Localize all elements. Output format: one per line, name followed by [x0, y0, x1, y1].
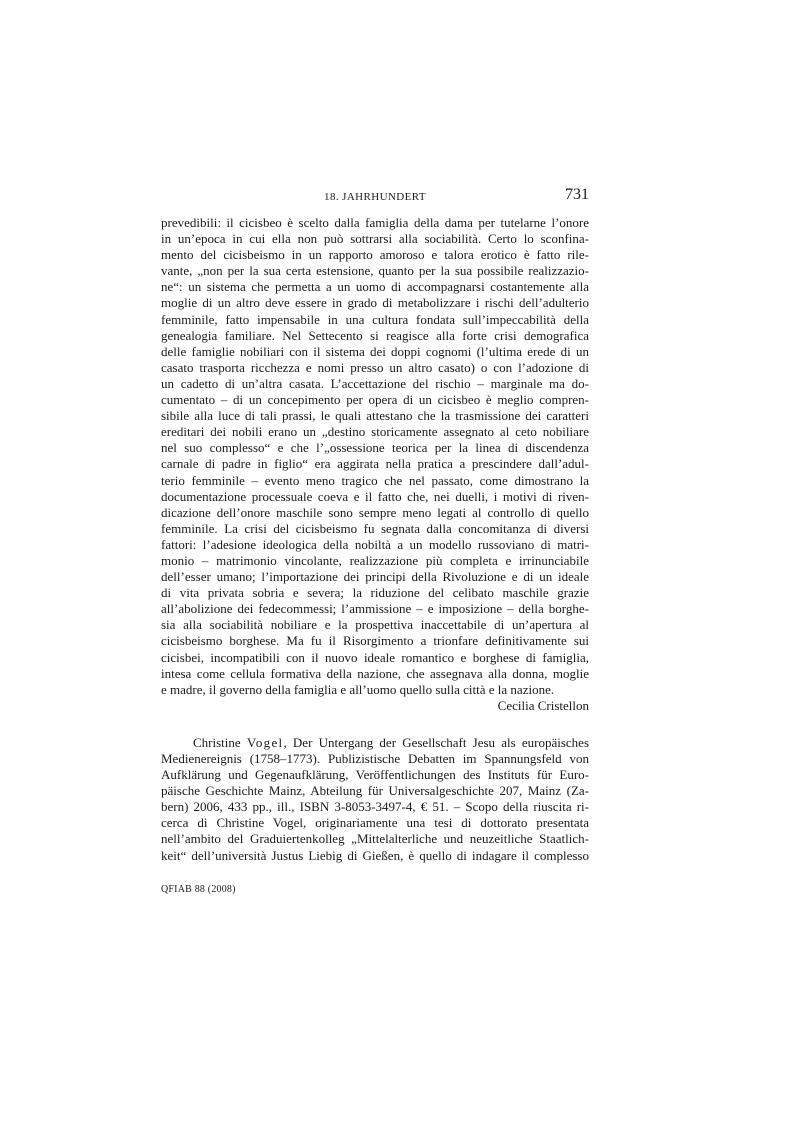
text-line: intesa come cellula formativa della nazione, che assegnava alla donna, moglie	[161, 665, 589, 681]
text-line: mento del cicisbeismo in un rapporto amoroso e talora erotico è fatto rile-	[161, 247, 589, 263]
text-line: Medienereignis (1758–1773). Publizistische Debatten im Spannungsfeld von	[161, 751, 589, 766]
text-line: in un’epoca in cui ella non può sottrarsi alla sociabilità. Certo lo sconfina-	[161, 231, 589, 247]
text-line: casato trasporta ricchezza e nomi presso un altro casato) o con l’adozione di	[161, 359, 589, 375]
text-line: all’abolizione dei fedecommessi; l’ammissione – e imposizione – della borghe-	[161, 601, 589, 617]
text-line: moglie di un altro deve essere in grado di metabolizzare i rischi dell’adulterio	[161, 295, 589, 311]
text-line: monio – matrimonio vincolante, realizzazione più completa e irrinunciabile	[161, 552, 589, 568]
page-footer: QFIAB 88 (2008)	[161, 884, 236, 895]
text-line: sibile alla luce di tali prassi, le quali attestano che la trasmissione dei caratteri	[161, 408, 589, 424]
running-head	[161, 186, 589, 210]
body-text	[161, 215, 589, 864]
text-line: terio femminile – evento meno tragico che nel passato, come dimostrano la	[161, 472, 589, 488]
text-line: delle famiglie nobiliari con il sistema dei doppi cognomi (l’ultima erede di un	[161, 343, 589, 359]
text-line: documentazione processuale coeva e il fatto che, nei duelli, i motivi di riven-	[161, 488, 589, 504]
text-line: bern) 2006, 433 pp., ill., ISBN 3-8053-3497-4, € 51. – Scopo della riuscita ri-	[161, 799, 589, 815]
text-line: nell’ambito del Graduiertenkolleg „Mittelalterliche und neuzeitliche Staatlich-	[161, 831, 589, 847]
review-signature: Cecilia Cristellon	[497, 697, 589, 713]
text-line: päische Geschichte Mainz, Abteilung für Universalgeschichte 207, Mainz (Za-	[161, 783, 589, 799]
review-cristellon	[161, 215, 589, 698]
text-line: femminile. La crisi del cicisbeismo fu segnata dalla concomitanza di diversi	[161, 520, 589, 536]
text-line: cicisbei, incompatibili con il nuovo ideale romantico e borghese di famiglia,	[161, 649, 589, 665]
text-line: ne“: un sistema che permetta a un uomo di accompagnarsi costantemente alla	[161, 279, 589, 295]
text-line: e madre, il governo della famiglia e all’uomo quello sulla città e la nazione.	[161, 681, 555, 697]
text-line: Aufklärung und Gegenaufklärung, Veröffentlichungen des Instituts für Euro-	[161, 767, 589, 783]
text-line: cicisbeismo borghese. Ma fu il Risorgimento a trionfare definitivamente sui	[161, 633, 589, 649]
review-title-start: , Der Untergang der Gesellschaft Jesu als europäisches	[283, 734, 590, 750]
page-number: 731	[565, 186, 589, 203]
review-author-first: Christine	[193, 734, 241, 750]
text-line: fattori: l’adesione ideologica della nobiltà a un modello russoviano di matri-	[161, 536, 589, 552]
text-line: carnale di padre in figlio“ era aggirata nella pratica a prescindere dall’adul-	[161, 456, 589, 472]
text-line: vante, „non per la sua certa estensione, quanto per la sua possibile realizzazio-	[161, 263, 589, 279]
text-line: genealogia familiare. Nel Settecento si reagisce alla forte crisi demografica	[161, 327, 589, 343]
text-line: dicazione dell’onore maschile sono sempre meno legati al controllo di quello	[161, 504, 589, 520]
text-line: keit“ dell’università Justus Liebig di Gießen, è quello di indagare il complesso	[161, 847, 589, 863]
text-line: prevedibili: il cicisbeo è scelto dalla famiglia della dama per tutelarne l’onore	[161, 215, 589, 230]
paragraph-gap	[161, 714, 589, 735]
review-heading-line	[161, 735, 589, 751]
text-line: dell’esser umano; l’importazione dei principi della Rivoluzione e di un ideale	[161, 569, 589, 585]
review-vogel	[161, 751, 589, 864]
text-line: femminile, fatto impensabile in una cultura fondata sull’impeccabilità della	[161, 311, 589, 327]
text-line: un cadetto di un’altra casata. L’accettazione del rischio – marginale ma do-	[161, 375, 589, 391]
running-title: 18. JAHRHUNDERT	[324, 191, 426, 203]
text-line: nel suo complesso“ e che l’„ossessione teorica per la linea di discendenza	[161, 440, 589, 456]
text-line: ereditari dei nobili erano un „destino storicamente assegnato al ceto nobiliare	[161, 424, 589, 440]
review-author-last: Vogel	[246, 734, 284, 750]
text-line: cerca di Christine Vogel, originariamente una tesi di dottorato presentata	[161, 815, 589, 831]
text-line: di vita privata sobria e severa; la riduzione del celibato maschile grazie	[161, 585, 589, 601]
text-line: sia alla sociabilità nobiliare e la prospettiva inaccettabile di un’apertura al	[161, 617, 589, 633]
text-line: cumentato – di un concepimento per opera di un cicisbeo è meglio compren-	[161, 392, 589, 408]
